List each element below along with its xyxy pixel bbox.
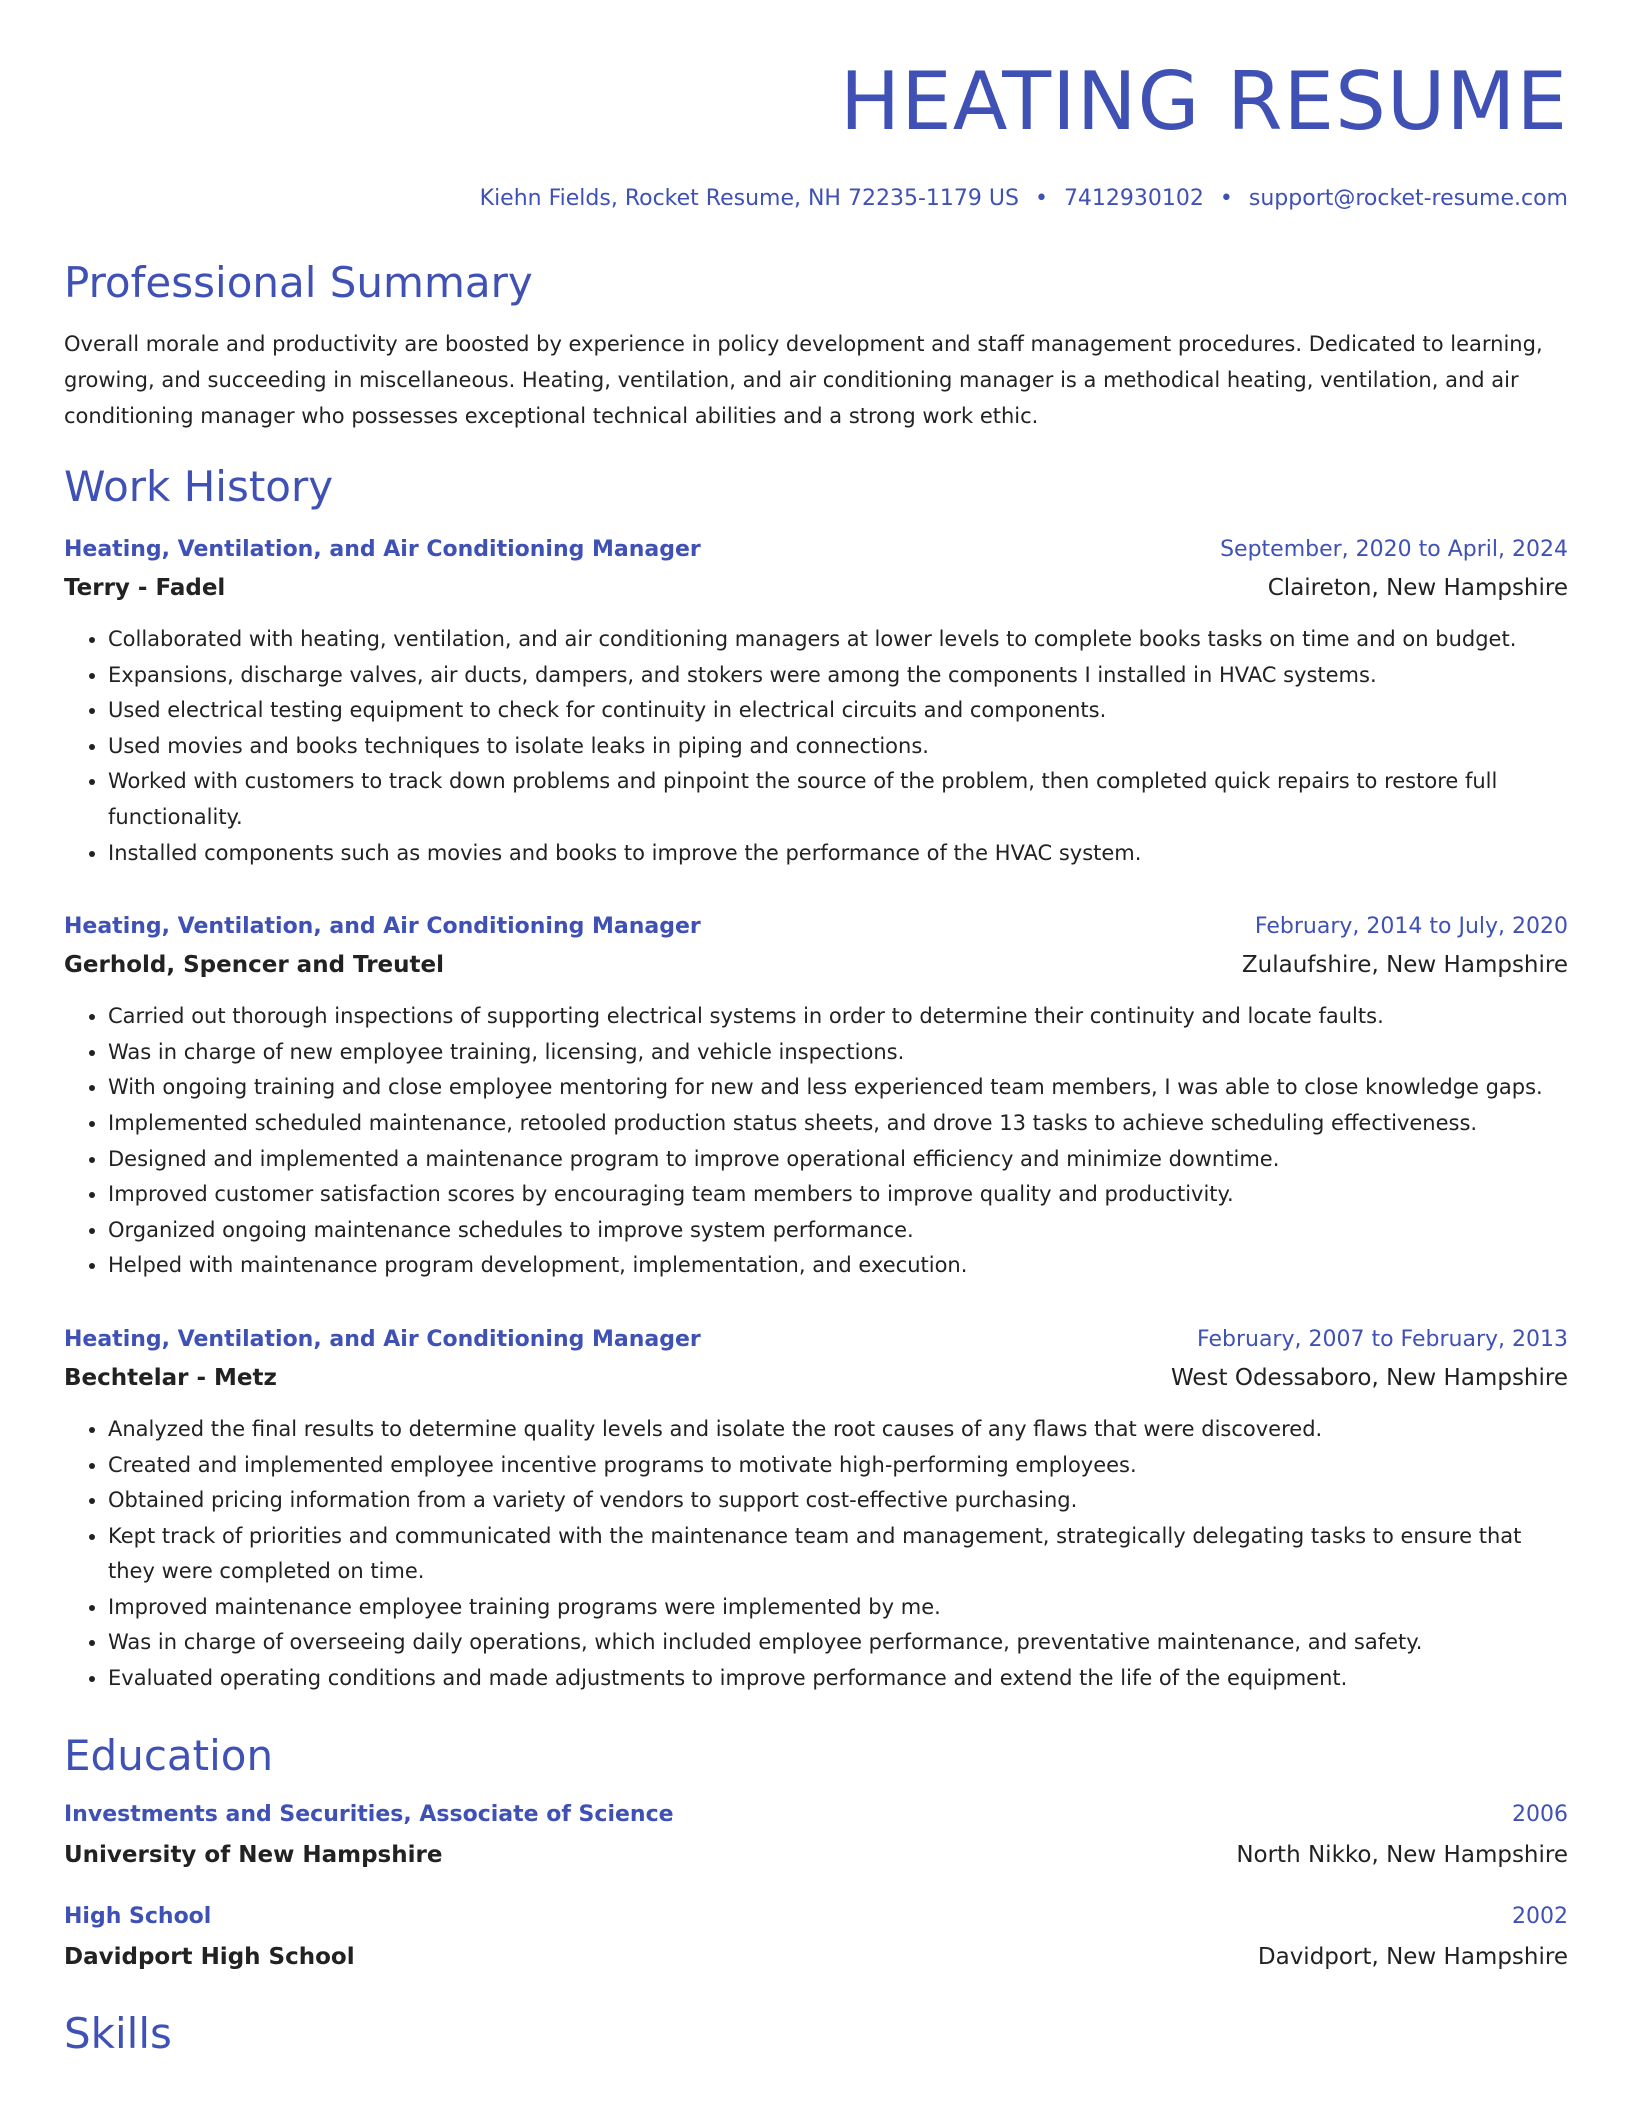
job-bullet: • Worked with customers to track down problems and pinpoint the source of the problem, then completed quick repairs to restore full functionality. — [108, 764, 1568, 835]
job-bullet: • Helped with maintenance program development, implementation, and execution. — [108, 1248, 1568, 1284]
job-entry — [64, 1324, 1568, 1697]
education-degree: Investments and Securities, Associate of Science — [64, 1801, 674, 1827]
job-employer: Bechtelar - Metz — [64, 1364, 277, 1391]
contact-separator: • — [1219, 186, 1233, 211]
education-year: 2006 — [1512, 1801, 1568, 1827]
job-dates: February, 2014 to July, 2020 — [1254, 914, 1568, 940]
job-bullet: • Evaluated operating conditions and made adjustments to improve performance and extend the life of the equipment. — [108, 1661, 1568, 1697]
job-bullet: • Organized ongoing maintenance schedules to improve system performance. — [108, 1213, 1568, 1249]
job-bullet: • Analyzed the final results to determine quality levels and isolate the root causes of any flaws that were discovered. — [108, 1412, 1568, 1448]
job-bullet: • Carried out thorough inspections of supporting electrical systems in order to determine their continuity and locate faults. — [108, 999, 1568, 1035]
job-title: Heating, Ventilation, and Air Conditioning Manager — [64, 1326, 701, 1352]
job-employer: Gerhold, Spencer and Treutel — [64, 952, 444, 979]
job-bullet: • Expansions, discharge valves, air ducts, dampers, and stokers were among the components I installed in HVAC systems. — [108, 658, 1568, 694]
job-bullets — [64, 1412, 1568, 1697]
job-bullet: • Obtained pricing information from a variety of vendors to support cost-effective purchasing. — [108, 1483, 1568, 1519]
education-location: Davidport, New Hampshire — [1257, 1943, 1568, 1970]
job-dates: September, 2020 to April, 2024 — [1220, 537, 1568, 562]
contact-line — [64, 184, 1568, 214]
education-entry — [64, 1799, 1568, 1871]
job-bullet: • Used electrical testing equipment to check for continuity in electrical circuits and components. — [108, 693, 1568, 729]
job-bullet: • Installed components such as movies and books to improve the performance of the HVAC system. — [108, 836, 1568, 872]
education-location: North Nikko, New Hampshire — [1236, 1841, 1568, 1868]
job-bullet: • Improved customer satisfaction scores by encouraging team members to improve quality and productivity. — [108, 1177, 1568, 1213]
skills-heading: Skills — [64, 2008, 172, 2058]
job-bullet: • With ongoing training and close employee mentoring for new and less experienced team members, I was able to close knowledge gaps. — [108, 1070, 1568, 1106]
education-entry — [64, 1901, 1568, 1973]
contact-email: support@rocket-resume.com — [1248, 186, 1568, 211]
job-bullet: • Improved maintenance employee training programs were implemented by me. — [108, 1590, 1568, 1626]
job-title: Heating, Ventilation, and Air Conditioning Manager — [64, 537, 701, 562]
job-bullet: • Created and implemented employee incentive programs to motivate high-performing employees. — [108, 1448, 1568, 1484]
education-degree: High School — [64, 1903, 212, 1929]
job-bullet: • Was in charge of overseeing daily operations, which included employee performance, preventative maintenance, and safety. — [108, 1625, 1568, 1661]
resume-name: HEATING RESUME — [840, 55, 1568, 148]
job-bullet: • Collaborated with heating, ventilation, and air conditioning managers at lower levels to complete books tasks on time and on budget. — [108, 622, 1568, 658]
resume-header — [64, 56, 1568, 214]
education-year: 2002 — [1512, 1903, 1568, 1929]
job-bullets — [64, 622, 1568, 871]
job-entry — [64, 534, 1568, 871]
job-bullet: • Kept track of priorities and communicated with the maintenance team and management, strategically delegating tasks to ensure that they were completed on time. — [108, 1519, 1568, 1590]
job-location: West Odessaboro, New Hampshire — [1170, 1364, 1568, 1391]
job-bullet: • Was in charge of new employee training, licensing, and vehicle inspections. — [108, 1035, 1568, 1071]
contact-phone: 7412930102 — [1063, 186, 1204, 211]
job-dates: February, 2007 to February, 2013 — [1197, 1326, 1568, 1352]
job-title: Heating, Ventilation, and Air Conditioning Manager — [64, 914, 701, 940]
contact-separator: • — [1034, 186, 1048, 211]
work-history-heading: Work History — [64, 462, 334, 511]
job-bullet: • Designed and implemented a maintenance program to improve operational efficiency and minimize downtime. — [108, 1142, 1568, 1178]
job-bullet: • Implemented scheduled maintenance, retooled production status sheets, and drove 13 tasks to achieve scheduling effectiveness. — [108, 1106, 1568, 1142]
contact-address: Kiehn Fields, Rocket Resume, NH 72235-1179 US — [479, 186, 1019, 211]
job-employer: Terry - Fadel — [64, 575, 226, 601]
job-entry — [64, 911, 1568, 1284]
summary-heading: Professional Summary — [64, 258, 533, 307]
job-bullet: • Used movies and books techniques to isolate leaks in piping and connections. — [108, 729, 1568, 765]
education-school: University of New Hampshire — [64, 1841, 443, 1868]
education-school: Davidport High School — [64, 1943, 355, 1970]
summary-text: Overall morale and productivity are boosted by experience in policy development and staff management procedures. Dedicated to learning, growing, and succeeding in miscellaneous. Heating, ventilation, and air conditioning manager is a methodical heating, ventilation, and air conditioning manager who possesses exceptional technical abilities and a strong work ethic. — [64, 332, 1543, 428]
education-heading: Education — [64, 1730, 274, 1780]
job-location: Zulaufshire, New Hampshire — [1241, 952, 1568, 979]
job-location: Claireton, New Hampshire — [1267, 575, 1568, 601]
job-bullets — [64, 999, 1568, 1284]
